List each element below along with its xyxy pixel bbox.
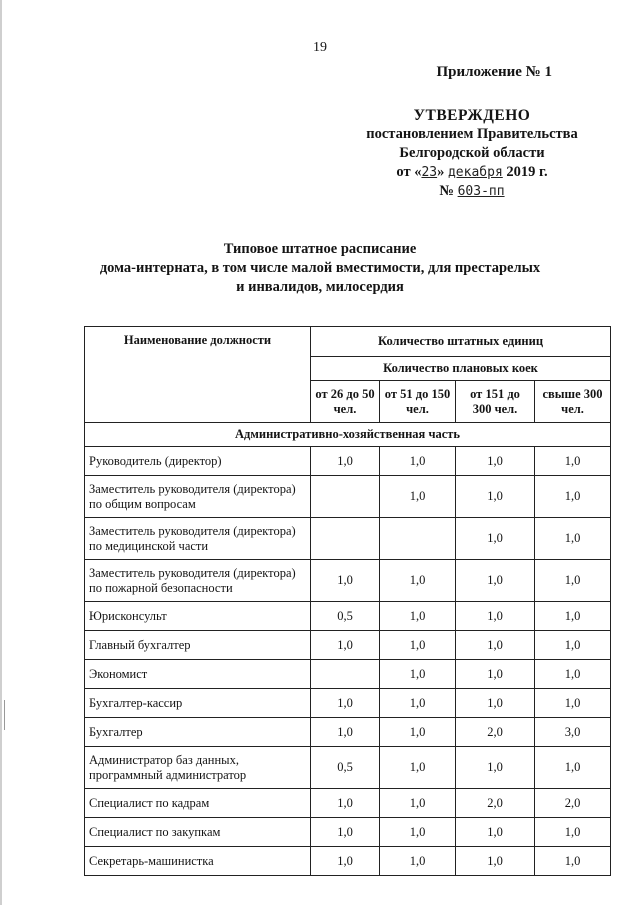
unit-value: 1,0	[311, 789, 380, 818]
position-name: Администратор баз данных, программный администратор	[85, 747, 311, 789]
unit-value: 1,0	[380, 631, 456, 660]
approval-number	[342, 182, 602, 201]
staffing-table	[84, 326, 611, 876]
approval-title: УТВЕРЖДЕНО	[413, 107, 531, 124]
unit-value: 1,0	[535, 818, 611, 847]
approval-line1: постановлением Правительства	[366, 126, 578, 142]
document-title	[0, 240, 640, 297]
unit-value	[311, 476, 380, 518]
scan-mark	[4, 700, 5, 730]
header-capacity: от 151 до 300 чел.	[456, 381, 535, 423]
unit-value: 1,0	[311, 718, 380, 747]
unit-value: 2,0	[456, 789, 535, 818]
header-units: Количество штатных единиц	[311, 327, 611, 357]
unit-value: 1,0	[535, 518, 611, 560]
number-value: 603-пп	[457, 184, 505, 199]
title-line2: дома-интерната, в том числе малой вместимости, для престарелых	[99, 260, 541, 276]
date-mid: »	[437, 164, 445, 180]
unit-value: 1,0	[380, 747, 456, 789]
unit-value	[311, 518, 380, 560]
date-day: 23	[421, 165, 438, 180]
table-row	[85, 602, 611, 631]
position-name: Руководитель (директор)	[85, 447, 311, 476]
unit-value: 1,0	[311, 847, 380, 876]
unit-value: 1,0	[456, 476, 535, 518]
header-capacity: от 51 до 150 чел.	[380, 381, 456, 423]
table-row	[85, 789, 611, 818]
position-name: Заместитель руководителя (директора) по общим вопросам	[85, 476, 311, 518]
unit-value: 1,0	[380, 476, 456, 518]
unit-value: 1,0	[456, 560, 535, 602]
unit-value: 1,0	[456, 847, 535, 876]
table-row	[85, 689, 611, 718]
position-name: Главный бухгалтер	[85, 631, 311, 660]
unit-value: 1,0	[456, 447, 535, 476]
header-beds: Количество плановых коек	[311, 357, 611, 381]
title-line1: Типовое штатное расписание	[223, 241, 417, 257]
unit-value: 2,0	[456, 718, 535, 747]
unit-value: 2,0	[535, 789, 611, 818]
table-row	[85, 660, 611, 689]
unit-value: 1,0	[311, 560, 380, 602]
unit-value: 0,5	[311, 602, 380, 631]
unit-value: 1,0	[380, 660, 456, 689]
unit-value: 1,0	[380, 560, 456, 602]
position-name: Заместитель руководителя (директора) по пожарной безопасности	[85, 560, 311, 602]
unit-value: 1,0	[456, 631, 535, 660]
unit-value: 1,0	[380, 818, 456, 847]
unit-value: 1,0	[311, 447, 380, 476]
unit-value: 1,0	[456, 518, 535, 560]
scan-edge	[0, 0, 2, 905]
section-header: Административно-хозяйственная часть	[85, 423, 611, 447]
table-row	[85, 718, 611, 747]
table-row	[85, 747, 611, 789]
approval-block	[342, 106, 602, 201]
unit-value: 1,0	[380, 718, 456, 747]
position-name: Специалист по кадрам	[85, 789, 311, 818]
unit-value: 1,0	[380, 847, 456, 876]
title-line3: и инвалидов, милосердия	[236, 279, 404, 295]
appendix-label: Приложение № 1	[436, 64, 552, 80]
position-name: Юрисконсульт	[85, 602, 311, 631]
unit-value: 0,5	[311, 747, 380, 789]
unit-value	[311, 660, 380, 689]
unit-value: 3,0	[535, 718, 611, 747]
position-name: Экономист	[85, 660, 311, 689]
table-row	[85, 518, 611, 560]
header-capacity: свыше 300 чел.	[535, 381, 611, 423]
table-body	[85, 423, 611, 876]
table-row	[85, 560, 611, 602]
unit-value: 1,0	[311, 631, 380, 660]
unit-value: 1,0	[535, 602, 611, 631]
header-capacity: от 26 до 50 чел.	[311, 381, 380, 423]
table-row	[85, 476, 611, 518]
unit-value: 1,0	[535, 689, 611, 718]
position-name: Бухгалтер-кассир	[85, 689, 311, 718]
unit-value: 1,0	[311, 689, 380, 718]
unit-value: 1,0	[535, 631, 611, 660]
unit-value: 1,0	[456, 689, 535, 718]
table-row	[85, 447, 611, 476]
unit-value: 1,0	[456, 747, 535, 789]
unit-value: 1,0	[535, 476, 611, 518]
table-row	[85, 631, 611, 660]
unit-value: 1,0	[456, 660, 535, 689]
unit-value: 1,0	[380, 789, 456, 818]
unit-value	[380, 518, 456, 560]
unit-value: 1,0	[535, 660, 611, 689]
date-year: 2019 г.	[506, 164, 548, 180]
unit-value: 1,0	[380, 602, 456, 631]
unit-value: 1,0	[535, 560, 611, 602]
table-row	[85, 818, 611, 847]
date-prefix: от «	[396, 164, 422, 180]
position-name: Заместитель руководителя (директора) по медицинской части	[85, 518, 311, 560]
table-row	[85, 847, 611, 876]
header-position: Наименование должности	[85, 327, 311, 423]
approval-date	[342, 163, 602, 182]
unit-value: 1,0	[535, 747, 611, 789]
unit-value: 1,0	[456, 818, 535, 847]
page-number: 19	[313, 40, 327, 55]
position-name: Секретарь-машинистка	[85, 847, 311, 876]
unit-value: 1,0	[535, 847, 611, 876]
unit-value: 1,0	[380, 447, 456, 476]
unit-value: 1,0	[380, 689, 456, 718]
date-month: декабря	[447, 165, 503, 180]
approval-line2: Белгородской области	[399, 145, 545, 161]
number-prefix: №	[439, 183, 454, 199]
position-name: Специалист по закупкам	[85, 818, 311, 847]
unit-value: 1,0	[456, 602, 535, 631]
unit-value: 1,0	[535, 447, 611, 476]
unit-value: 1,0	[311, 818, 380, 847]
position-name: Бухгалтер	[85, 718, 311, 747]
